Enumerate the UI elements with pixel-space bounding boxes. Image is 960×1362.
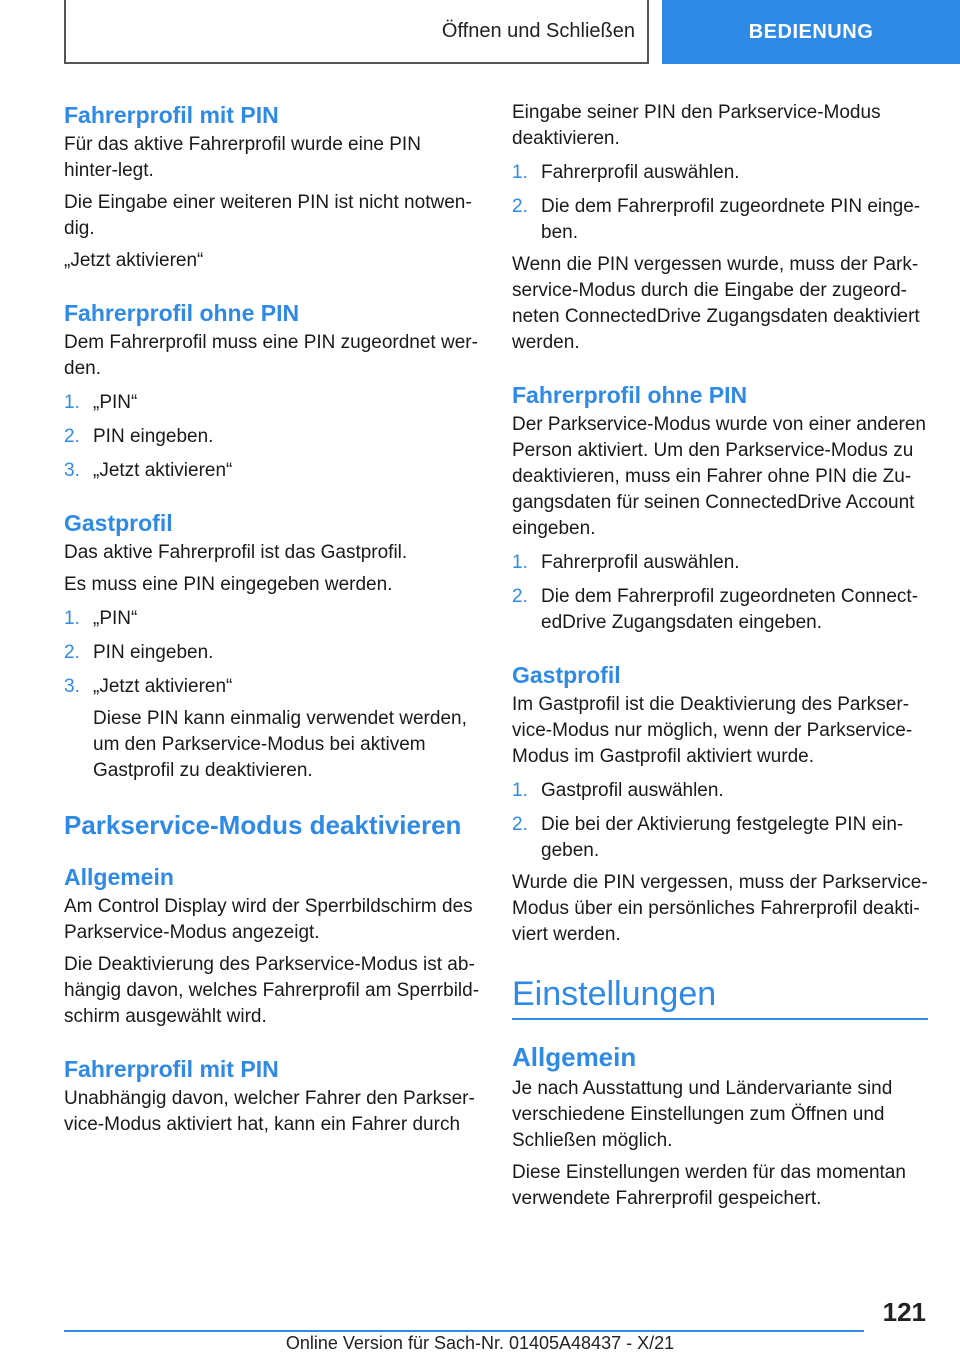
paragraph: Dem Fahrerprofil muss eine PIN zugeordnet wer-den. [64,332,478,379]
step-text: „PIN“ [93,608,138,629]
left-column [64,100,480,1138]
list-item [64,458,480,484]
paragraph: Die Eingabe einer weiteren PIN ist nicht notwen-dig. [64,192,472,239]
paragraph: „Jetzt aktivieren“ [64,250,204,271]
paragraph: Je nach Ausstattung und Ländervariante sind verschiedene Einstellungen zum Öffnen und Schließen möglich. [512,1078,893,1151]
paragraph: Die Deaktivierung des Parkservice-Modus ist ab-hängig davon, welches Fahrerprofil am Sperrbild-schirm ausgewählt wird. [64,954,480,1027]
paragraph: Der Parkservice-Modus wurde von einer anderen Person aktiviert. Um den Parkservice-Modus zu deaktivieren, muss ein Fahrer ohne PIN die Zu-gangsdaten für seinen ConnectedDrive Account eingeben. [512,414,926,539]
list-item [64,640,480,666]
heading-allgemein: Allgemein [512,1042,637,1072]
list-item [512,194,928,246]
paragraph: Wenn die PIN vergessen wurde, muss der Park-service-Modus durch die Eingabe der zugeord-neten ConnectedDrive Zugangsdaten deaktiviert werden. [512,254,920,353]
section-tab [662,0,960,64]
paragraph: Für das aktive Fahrerprofil wurde eine PIN hinter-legt. [64,134,421,181]
step-text: PIN eingeben. [93,642,214,663]
step-text: Die dem Fahrerprofil zugeordneten Connect-edDrive Zugangsdaten eingeben. [541,586,919,633]
step-number: 1. [64,392,80,413]
step-text: „Jetzt aktivieren“ [93,676,233,697]
step-number: 1. [512,552,528,573]
step-text: Die bei der Aktivierung festgelegte PIN ein-geben. [541,814,904,861]
list-item [64,424,480,450]
step-text: Gastprofil auswählen. [541,780,724,801]
step-list [512,160,928,246]
paragraph: Das aktive Fahrerprofil ist das Gastprofil. [64,542,408,563]
list-item [512,160,928,186]
paragraph: Wurde die PIN vergessen, muss der Parkservice-Modus über ein persönliches Fahrerprofil deakti-viert werden. [512,872,928,945]
list-item [64,390,480,416]
step-text: Die dem Fahrerprofil zugeordnete PIN einge-ben. [541,196,921,243]
step-number: 1. [512,780,528,801]
heading-fahrerprofil-mit-pin: Fahrerprofil mit PIN [64,1056,279,1082]
step-number: 1. [512,162,528,183]
step-number: 3. [64,676,80,697]
paragraph: Am Control Display wird der Sperrbildschirm des Parkservice-Modus angezeigt. [64,896,473,943]
heading-einstellungen: Einstellungen [512,975,717,1013]
step-text: „PIN“ [93,392,138,413]
heading-gastprofil: Gastprofil [512,662,621,688]
step-list [64,606,480,784]
step-text: Fahrerprofil auswählen. [541,552,740,573]
step-list [512,550,928,636]
step-number: 2. [512,814,528,835]
chapter-header [64,0,649,64]
list-item [512,584,928,636]
step-list [512,778,928,864]
paragraph: Es muss eine PIN eingegeben werden. [64,574,393,595]
list-item [512,778,928,804]
paragraph: Unabhängig davon, welcher Fahrer den Parkser-vice-Modus aktiviert hat, kann ein Fahrer durch [64,1088,475,1135]
section-title: BEDIENUNG [748,20,874,43]
heading-fahrerprofil-ohne-pin: Fahrerprofil ohne PIN [512,382,748,408]
list-item [64,674,480,784]
paragraph: Diese Einstellungen werden für das momentan verwendete Fahrerprofil gespeichert. [512,1162,906,1209]
footer-version-text: Online Version für Sach-Nr. 01405A48437 - X/21 [285,1333,675,1353]
step-number: 2. [512,196,528,217]
paragraph: Eingabe seiner PIN den Parkservice-Modus deaktivieren. [512,102,881,149]
chapter-heading-einstellungen [512,972,928,1020]
heading-parkservice-modus-deaktivieren: Parkservice-Modus deaktivieren [64,810,462,840]
list-item [64,606,480,632]
chapter-title: Öffnen und Schließen [441,19,635,42]
heading-fahrerprofil-ohne-pin: Fahrerprofil ohne PIN [64,300,300,326]
step-number: 2. [64,642,80,663]
page-number: 121 [882,1297,926,1327]
list-item [512,550,928,576]
step-list [64,390,480,484]
step-number: 3. [64,460,80,481]
step-text: PIN eingeben. [93,426,214,447]
list-item [512,812,928,864]
step-text: Fahrerprofil auswählen. [541,162,740,183]
step-number: 2. [512,586,528,607]
step-note: Diese PIN kann einmalig verwendet werden, um den Parkservice-Modus bei aktivem Gastprofil zu deaktivieren. [93,708,467,781]
step-number: 2. [64,426,80,447]
paragraph: Im Gastprofil ist die Deaktivierung des Parkser-vice-Modus nur möglich, wenn der Parkservice-Modus im Gastprofil aktiviert wurde. [512,694,913,767]
heading-gastprofil: Gastprofil [64,510,173,536]
step-number: 1. [64,608,80,629]
step-text: „Jetzt aktivieren“ [93,460,233,481]
heading-allgemein: Allgemein [64,864,174,890]
heading-fahrerprofil-mit-pin: Fahrerprofil mit PIN [64,102,279,128]
footer-divider [64,1330,864,1332]
right-column [512,100,928,1212]
